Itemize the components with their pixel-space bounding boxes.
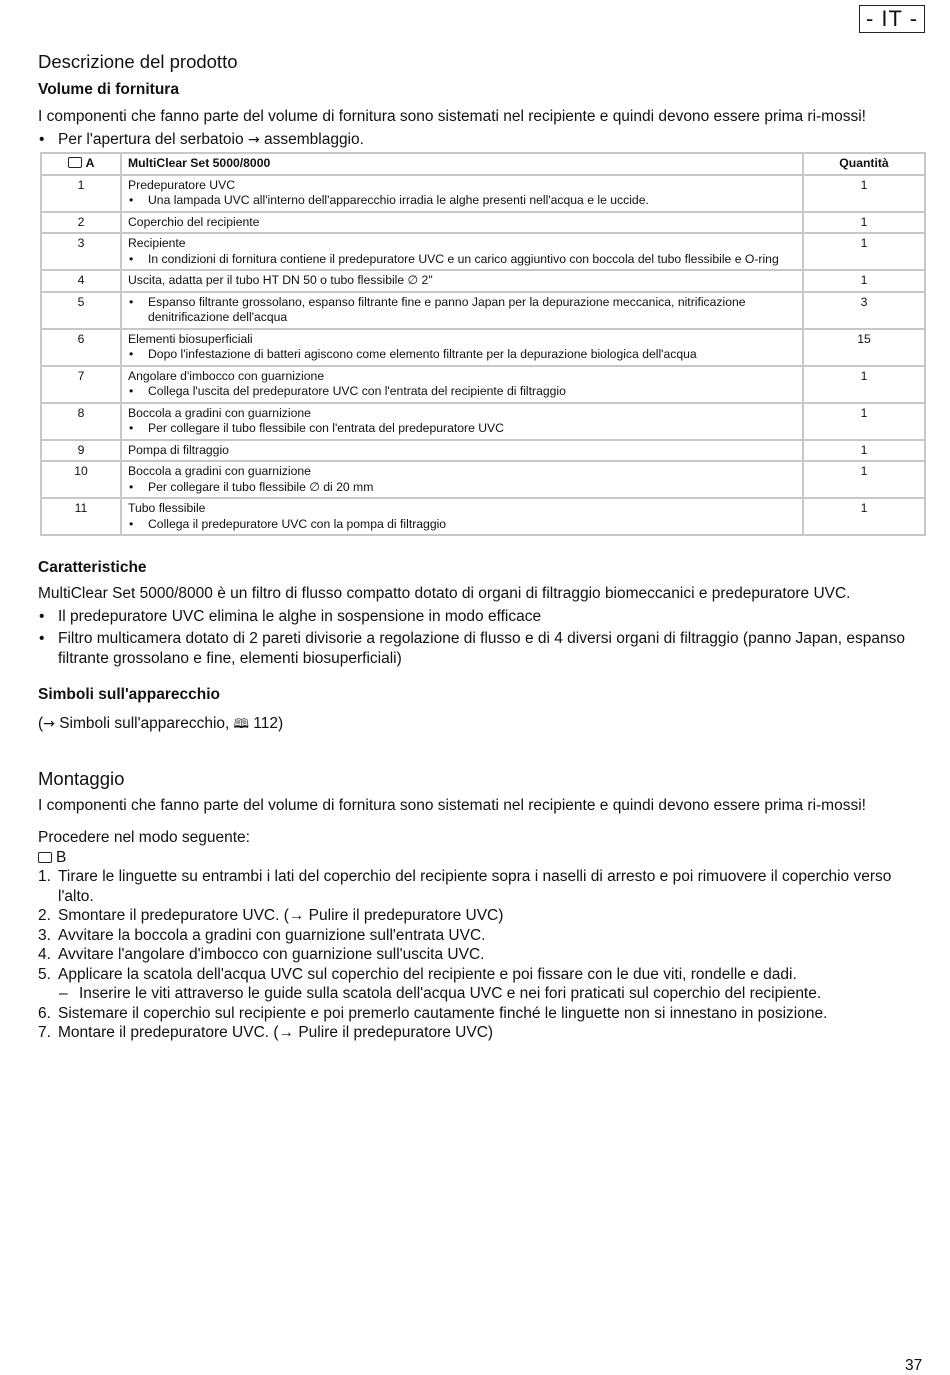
row-description — [121, 366, 803, 403]
row-quantity: 1 — [803, 461, 925, 498]
row-quantity: 1 — [803, 270, 925, 292]
row-quantity: 1 — [803, 366, 925, 403]
list-item: • Filtro multicamera dotato di 2 pareti divisorie a regolazione di flusso e di 4 diversi organi di filtraggio (panno Japan, espanso filtrante grossolano e fine, elementi biosuperficiali) — [38, 629, 926, 668]
table-row — [41, 366, 925, 403]
figure-icon — [38, 852, 52, 863]
step-text: Montare il predepuratore UVC. (→ Pulire il predepuratore UVC) — [58, 1024, 494, 1041]
row-description — [121, 440, 803, 462]
table-row — [41, 212, 925, 234]
assembly-procedure: Procedere nel modo seguente: — [38, 829, 250, 846]
row-number: 4 — [41, 270, 121, 292]
row-description — [121, 461, 803, 498]
table-row — [41, 329, 925, 366]
table-row — [41, 403, 925, 440]
arrow-right-icon: → — [247, 131, 260, 148]
row-number: 5 — [41, 292, 121, 329]
assembly-figure-ref: B — [38, 848, 926, 868]
step-text: Avvitare l'angolare d'imbocco con guarnizione sull'uscita UVC. — [58, 946, 485, 963]
row-number: 11 — [41, 498, 121, 535]
row-name: Boccola a gradini con guarnizione — [128, 405, 311, 420]
row-name: Elementi biosuperficiali — [128, 331, 253, 346]
row-quantity: 15 — [803, 329, 925, 366]
symbols-ref-page: 112) — [253, 715, 284, 732]
row-description — [121, 270, 803, 292]
row-number: 9 — [41, 440, 121, 462]
step-item — [38, 906, 926, 926]
row-name: Predepuratore UVC — [128, 177, 236, 192]
step-number: 5. — [38, 965, 51, 983]
supply-bullets — [38, 130, 926, 151]
assembly-steps — [38, 867, 926, 1043]
step-item — [38, 926, 926, 946]
step-text: Sistemare il coperchio sul recipiente e poi premerlo cautamente finché le linguette non si innestano in posizione. — [58, 1004, 828, 1022]
row-quantity: 1 — [803, 233, 925, 270]
symbols-ref-text[interactable]: Simboli sull'apparecchio, — [59, 715, 230, 732]
section-title-product: Descrizione del prodotto — [38, 51, 238, 72]
bullet-text: Per l'apertura del serbatoio — [58, 130, 244, 148]
header-name: MultiClear Set 5000/8000 — [121, 153, 803, 175]
row-quantity: 1 — [803, 403, 925, 440]
row-quantity: 1 — [803, 175, 925, 212]
row-name: Tubo flessibile — [128, 501, 206, 515]
step-text: Tirare le linguette su entrambi i lati del coperchio del recipiente sopra i naselli di arresto e poi rimuovere il coperchio verso l'alto. — [58, 868, 892, 905]
step-item — [38, 1004, 926, 1024]
row-description — [121, 175, 803, 212]
row-note: • Collega il predepuratore UVC con la pompa di filtraggio — [128, 517, 796, 533]
features-intro: MultiClear Set 5000/8000 è un filtro di flusso compatto dotato di organi di filtraggio biomeccanici e predepuratore UVC. — [38, 585, 851, 602]
row-number: 8 — [41, 403, 121, 440]
section-title-assembly: Montaggio — [38, 767, 125, 789]
table-body — [41, 175, 925, 536]
row-name: Angolare d'imbocco con guarnizione — [128, 368, 325, 383]
section-title-features: Caratteristiche — [38, 559, 147, 576]
table-row — [41, 440, 925, 462]
step-text: Avvitare la boccola a gradini con guarnizione sull'entrata UVC. — [58, 926, 486, 944]
step-number: 1. — [38, 868, 51, 885]
row-description — [121, 329, 803, 366]
step-number: 4. — [38, 946, 51, 963]
step-number: 2. — [38, 907, 51, 924]
row-note: • In condizioni di fornitura contiene il predepuratore UVC e un carico aggiuntivo con boccola del tubo flessibile e O-ring — [128, 252, 796, 268]
supply-table — [40, 152, 926, 536]
row-name: Uscita, adatta per il tubo HT DN 50 o tubo flessibile ∅ 2" — [128, 273, 433, 287]
row-number: 1 — [41, 175, 121, 212]
table-row — [41, 292, 925, 329]
row-description — [121, 233, 803, 270]
table-row — [41, 498, 925, 535]
row-note: • Per collegare il tubo flessibile ∅ di 20 mm — [128, 480, 796, 496]
step-item — [38, 945, 926, 965]
step-item — [38, 1023, 926, 1043]
header-quantity: Quantità — [803, 153, 925, 175]
step-number: – — [59, 985, 68, 1002]
row-description — [121, 403, 803, 440]
table-header-row — [41, 153, 925, 175]
step-text: Applicare la scatola dell'acqua UVC sul coperchio del recipiente e poi fissare con le due viti, rondelle e dadi. — [58, 965, 797, 983]
page-number: 37 — [905, 1357, 923, 1374]
table-row — [41, 461, 925, 498]
row-description — [121, 292, 803, 329]
section-title-symbols: Simboli sull'apparecchio — [38, 686, 220, 703]
row-quantity: 1 — [803, 498, 925, 535]
row-description — [121, 212, 803, 234]
figure-icon — [68, 157, 82, 168]
row-number: 10 — [41, 461, 121, 498]
row-note: • Una lampada UVC all'interno dell'apparecchio irradia le alghe presenti nell'acqua e le uccide. — [128, 193, 796, 209]
row-note: • Espanso filtrante grossolano, espanso filtrante fine e panno Japan per la depurazione meccanica, nitrificazione denitrificazione dell'acqua — [128, 295, 796, 326]
supply-intro: I componenti che fanno parte del volume di fornitura sono sistemati nel recipiente e quindi devono essere prima ri-mossi! — [38, 108, 866, 125]
language-badge: - IT - — [859, 5, 925, 33]
row-note: • Dopo l'infestazione di batteri agiscono come elemento filtrante per la depurazione biologica dell'acqua — [128, 347, 796, 363]
symbols-reference: (→ Simboli sull'apparecchio, 🕮 112) — [38, 714, 926, 735]
subtitle-supply: Volume di fornitura — [38, 81, 179, 98]
page-content — [38, 50, 926, 1043]
assembly-intro: I componenti che fanno parte del volume di fornitura sono sistemati nel recipiente e quindi devono essere prima ri-mossi! — [38, 796, 866, 814]
step-number: 3. — [38, 926, 51, 944]
row-name: Pompa di filtraggio — [128, 442, 229, 457]
step-number: 6. — [38, 1004, 51, 1022]
arrow-right-icon: → — [43, 716, 55, 732]
row-number: 6 — [41, 329, 121, 366]
row-number: 7 — [41, 366, 121, 403]
row-quantity: 1 — [803, 440, 925, 462]
row-name: Coperchio del recipiente — [128, 214, 260, 229]
step-number: 7. — [38, 1024, 51, 1041]
step-item — [38, 965, 926, 985]
step-text: Smontare il predepuratore UVC. (→ Pulire il predepuratore UVC) — [58, 907, 504, 924]
row-name: Boccola a gradini con guarnizione — [128, 464, 311, 478]
features-bullets — [38, 607, 926, 669]
row-number: 2 — [41, 212, 121, 234]
step-substep — [38, 984, 926, 1004]
row-note: • Collega l'uscita del predepuratore UVC con l'entrata del recipiente di filtraggio — [128, 384, 796, 400]
table-row — [41, 270, 925, 292]
step-text: Inserire le viti attraverso le guide sulla scatola dell'acqua UVC e nei fori praticati sul coperchio del recipiente. — [79, 985, 822, 1002]
row-quantity: 1 — [803, 212, 925, 234]
table-row — [41, 175, 925, 212]
list-item — [38, 130, 926, 151]
row-note: • Per collegare il tubo flessibile con l'entrata del predepuratore UVC — [128, 421, 796, 437]
row-quantity: 3 — [803, 292, 925, 329]
table-row — [41, 233, 925, 270]
list-item: • Il predepuratore UVC elimina le alghe in sospensione in modo efficace — [38, 607, 926, 627]
row-description — [121, 498, 803, 535]
step-item — [38, 867, 926, 906]
book-icon: 🕮 — [233, 717, 249, 732]
bullet-link[interactable]: assemblaggio. — [263, 130, 364, 148]
header-figure: A — [41, 153, 121, 175]
row-name: Recipiente — [128, 236, 186, 250]
row-number: 3 — [41, 233, 121, 270]
